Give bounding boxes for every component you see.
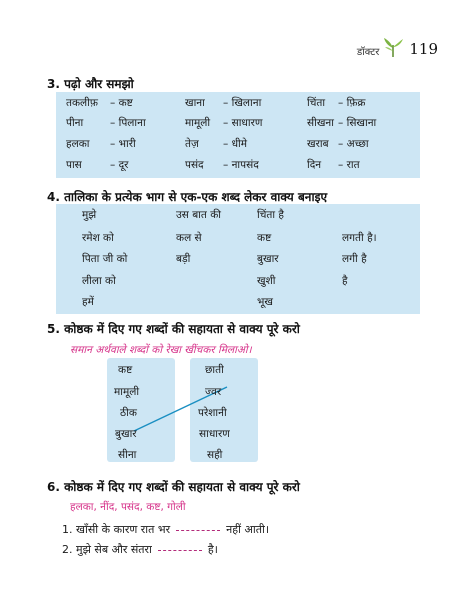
answer-blank[interactable] bbox=[176, 530, 220, 531]
left-word: सीना bbox=[118, 449, 137, 461]
sentence-2-end: है। bbox=[207, 543, 218, 556]
sentence-1 bbox=[62, 522, 269, 537]
pair-meaning: – खिलाना bbox=[223, 97, 262, 109]
answer-blank[interactable] bbox=[158, 550, 202, 551]
hint-words: हलका, नींद, पसंद, कष्ट, गोली bbox=[70, 501, 186, 513]
table-cell: हमें bbox=[82, 296, 94, 308]
table-cell: खुशी bbox=[257, 275, 276, 287]
pair-word: चिंता bbox=[307, 97, 326, 109]
table-cell: रमेश को bbox=[82, 232, 114, 244]
pair-word: सीखना bbox=[307, 117, 334, 129]
pair-meaning: – फ़िक्र bbox=[338, 97, 366, 109]
right-word: ज्वर bbox=[205, 386, 222, 398]
sentence-2 bbox=[62, 542, 218, 557]
left-word: मामूली bbox=[114, 386, 140, 398]
left-word: ठीक bbox=[120, 407, 137, 419]
table-cell: लगी है bbox=[342, 253, 367, 265]
pair-meaning: – रात bbox=[338, 159, 360, 171]
pair-meaning: – भारी bbox=[110, 138, 136, 150]
chapter-name: डॉक्टर bbox=[356, 47, 380, 58]
sentence-1-start: 1. खाँसी के कारण रात भर bbox=[62, 523, 171, 536]
table-cell: भूख bbox=[257, 296, 273, 308]
pair-meaning: – साधारण bbox=[223, 117, 263, 129]
pair-meaning: – पिलाना bbox=[110, 117, 146, 129]
right-word: साधारण bbox=[199, 428, 230, 440]
table-cell: कष्ट bbox=[257, 232, 272, 244]
section-6-title: 6. कोष्ठक में दिए गए शब्दों की सहायता से वाक्य पूरे करो bbox=[47, 480, 300, 494]
pair-word: दिन bbox=[307, 159, 322, 171]
table-cell: बड़ी bbox=[176, 253, 191, 265]
table-cell: मुझे bbox=[82, 209, 97, 221]
pair-word: पीना bbox=[66, 117, 84, 129]
pair-meaning: – कष्ट bbox=[110, 97, 133, 109]
section-3-title: 3. पढ़ो और समझो bbox=[47, 77, 134, 91]
sentence-1-end: नहीं आती। bbox=[226, 523, 269, 536]
matching-instruction: समान अर्थवाले शब्दों को रेखा खींचकर मिलाओ। bbox=[70, 344, 252, 356]
section-5-title: 5. कोष्ठक में दिए गए शब्दों की सहायता से वाक्य पूरे करो bbox=[47, 322, 300, 336]
left-word: बुखार bbox=[115, 428, 137, 440]
pair-word: तकलीफ़ bbox=[66, 97, 98, 109]
section-4-title: 4. तालिका के प्रत्येक भाग से एक-एक शब्द लेकर वाक्य बनाइए bbox=[47, 190, 328, 204]
pair-meaning: – सिखाना bbox=[338, 117, 377, 129]
pair-word: मामूली bbox=[185, 117, 211, 129]
right-word: सही bbox=[207, 449, 223, 461]
right-word: छाती bbox=[205, 364, 224, 376]
pair-meaning: – धीमे bbox=[223, 138, 248, 150]
page-number: 119 bbox=[409, 40, 438, 58]
table-cell: लीला को bbox=[82, 275, 116, 287]
pair-word: हलका bbox=[66, 138, 90, 150]
table-cell: है bbox=[342, 275, 348, 287]
pair-word: पास bbox=[66, 159, 82, 171]
sentence-2-start: 2. मुझे सेब और संतरा bbox=[62, 543, 152, 556]
pair-meaning: – दूर bbox=[110, 159, 129, 171]
table-cell: पिता जी को bbox=[82, 253, 128, 265]
pair-word: खराब bbox=[307, 138, 329, 150]
table-cell: चिंता है bbox=[257, 209, 285, 221]
table-cell: बुखार bbox=[257, 253, 279, 265]
pair-word: पसंद bbox=[185, 159, 204, 171]
table-cell: कल से bbox=[176, 232, 202, 244]
pair-word: खाना bbox=[185, 97, 205, 109]
table-cell: उस बात की bbox=[176, 209, 222, 221]
pair-word: तेज़ bbox=[185, 138, 199, 150]
right-word: परेशानी bbox=[198, 407, 227, 419]
pair-meaning: – अच्छा bbox=[338, 138, 369, 150]
table-cell: लगती है। bbox=[342, 232, 377, 244]
pair-meaning: – नापसंद bbox=[223, 159, 259, 171]
left-word: कष्ट bbox=[118, 364, 133, 376]
